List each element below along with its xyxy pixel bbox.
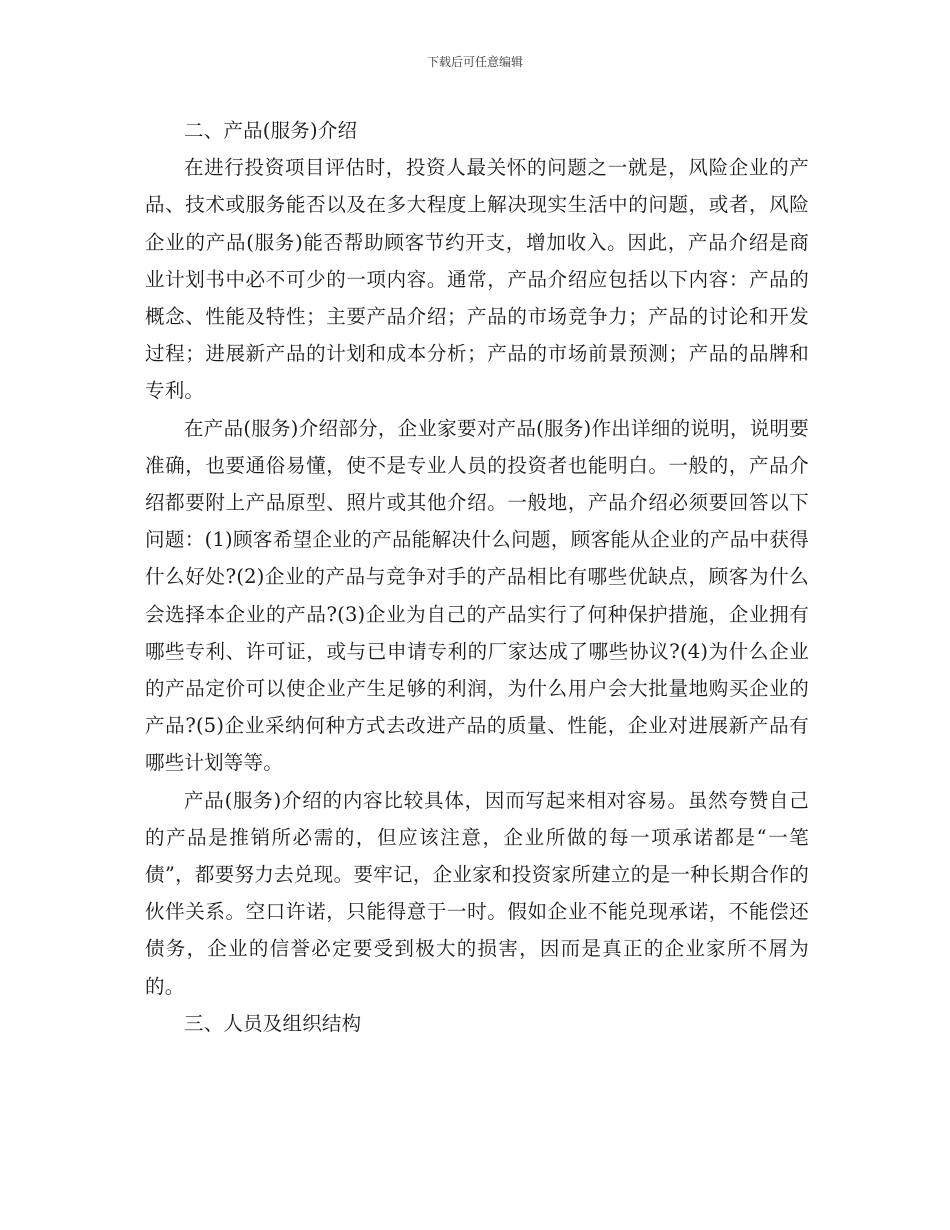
section-heading-personnel: 三、人员及组织结构 xyxy=(184,1011,362,1035)
paragraph-product-overview: 在进行投资项目评估时，投资人最关怀的问题之一就是，风险企业的产品、技术或服务能否以及在多大程度上解决现实生活中的问题，或者，风险企业的产品(服务)能否帮助顾客节约开支，增加收入。因此，产品介绍是商业计划书中必不可少的一项内容。通常，产品介绍应包括以下内容：产品的概念、性能及特性；主要产品介绍；产品的市场竞争力；产品的讨论和开发过程；进展新产品的计划和成本分析；产品的市场前景预测；产品的品牌和专利。 xyxy=(145,156,809,403)
paragraph-product-details: 在产品(服务)介绍部分，企业家要对产品(服务)作出详细的说明，说明要准确，也要通俗易懂，使不是专业人员的投资者也能明白。一般的，产品介绍都要附上产品原型、照片或其他介绍。一般地，产品介绍必须要回答以下问题：(1)顾客希望企业的产品能解决什么问题，顾客能从企业的产品中获得什么好处?(2)企业的产品与竞争对手的产品相比有哪些优缺点，顾客为什么会选择本企业的产品?(3)企业为自己的产品实行了何种保护措施，企业拥有哪些专利、许可证，或与已申请专利的厂家达成了哪些协议?(4)为什么企业的产品定价可以使企业产生足够的利润，为什么用户会大批量地购买企业的产品?(5)企业采纳何种方式去改进产品的质量、性能，企业对进展新产品有哪些计划等等。 xyxy=(145,416,809,775)
section-heading-product: 二、产品(服务)介绍 xyxy=(184,119,358,142)
document-body xyxy=(145,112,809,1042)
paragraph-product-promises: 产品(服务)介绍的内容比较具体，因而写起来相对容易。虽然夸赞自己的产品是推销所必需的，但应该注意，企业所做的每一项承诺都是“一笔债”，都要努力去兑现。要牢记，企业家和投资家所建立的是一种长期合作的伙伴关系。空口许诺，只能得意于一时。假如企业不能兑现承诺，不能偿还债务，企业的信誉必定要受到极大的损害，因而是真正的企业家所不屑为的。 xyxy=(145,788,809,998)
page-header: 下载后可任意编辑 xyxy=(426,55,523,69)
